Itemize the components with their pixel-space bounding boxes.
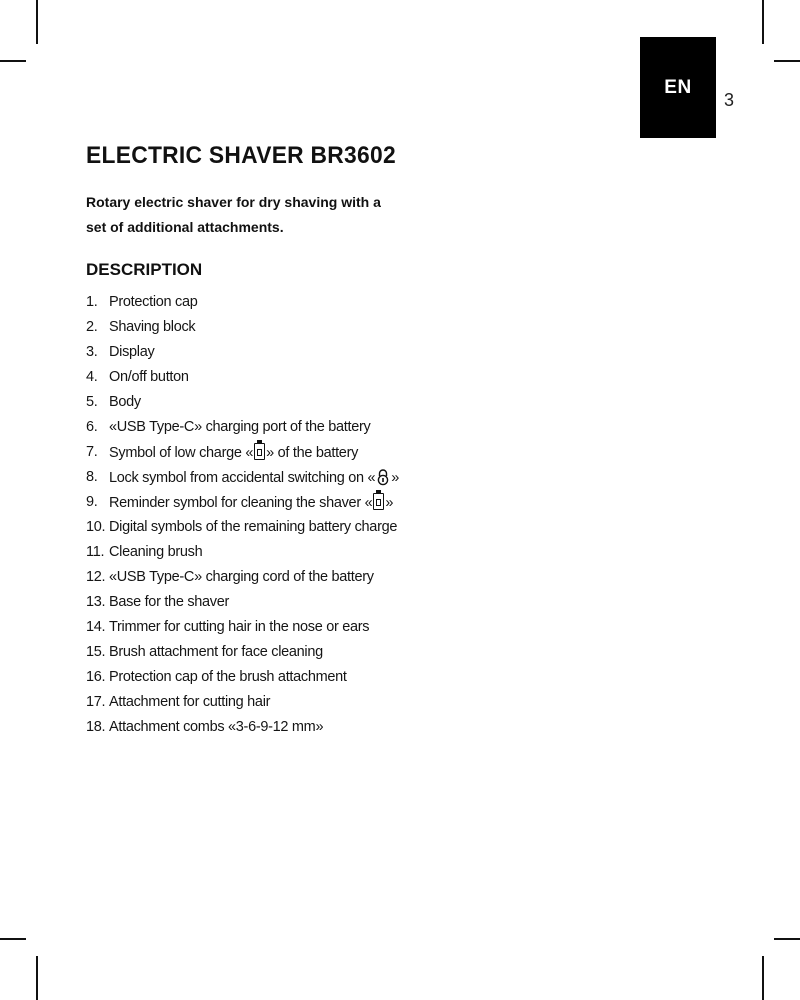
list-item-text-main: Protection cap of the brush attachment [109,668,347,685]
list-item-text-main: Display [109,343,155,360]
document-body [86,142,466,739]
list-item-text-main: Reminder symbol for cleaning the shaver « [109,494,373,511]
list-item-number: 13. [86,593,106,610]
list-item [86,389,466,414]
crop-mark [0,938,26,940]
crop-mark [774,938,800,940]
list-item-text [109,669,347,685]
list-item-number: 17. [86,693,106,710]
crop-mark [762,0,764,44]
list-item-text [109,569,374,585]
list-item-number: 18. [86,718,106,735]
list-item [86,339,466,364]
list-item-number: 10. [86,518,106,535]
list-item [86,439,466,464]
list-item-text [109,493,393,511]
list-item-number: 14. [86,618,106,635]
list-item-number: 3. [86,343,98,360]
list-item-text-main: Trimmer for cutting hair in the nose or ears [109,618,370,635]
list-item [86,464,466,489]
list-item-text-main: Cleaning brush [109,543,203,560]
list-item [86,314,466,339]
list-item-number: 7. [86,443,98,460]
list-item-text [109,319,195,335]
list-item-text-main: «USB Type-C» charging port of the battery [109,418,371,435]
list-item [86,289,466,314]
list-item-number: 15. [86,643,106,660]
list-item-number: 8. [86,468,98,485]
list-item-number: 6. [86,418,98,435]
list-item-text-main: Symbol of low charge « [109,444,254,461]
list-item-number: 5. [86,393,98,410]
list-item [86,514,466,539]
crop-mark [0,60,26,62]
list-item-text [109,544,202,560]
list-item-text [109,394,141,410]
list-item [86,414,466,439]
section-title: DESCRIPTION [86,260,203,279]
list-item [86,664,466,689]
list-item [86,689,466,714]
list-item-number: 2. [86,318,98,335]
list-item-text [109,468,399,486]
list-item [86,489,466,514]
list-item-text-suffix: » of the battery [266,444,359,461]
list-item-number: 16. [86,668,106,685]
crop-mark [762,956,764,1000]
list-item-number: 4. [86,368,98,385]
list-item [86,614,466,639]
list-item-text [109,369,189,385]
list-item-text-main: Body [109,393,141,410]
list-item-text-main: Digital symbols of the remaining battery charge [109,518,398,535]
list-item-text-main: Protection cap [109,293,198,310]
lock-icon [376,468,390,486]
list-item-text [109,644,323,660]
list-item-text [109,443,358,461]
list-item [86,714,466,739]
list-item-text-suffix: » [385,494,394,511]
list-item-text [109,594,229,610]
list-item-text-main: Attachment for cutting hair [109,693,271,710]
list-item-text [109,719,323,735]
list-item-text-main: Lock symbol from accidental switching on « [109,469,376,486]
crop-mark [774,60,800,62]
battery-icon [373,493,384,510]
list-item-text-main: Attachment combs «3-6-9-12 mm» [109,718,324,735]
list-item-text [109,694,270,710]
list-item-number: 9. [86,493,98,510]
list-item-text-main: «USB Type-C» charging cord of the battery [109,568,374,585]
language-tab-label: EN [664,76,692,98]
list-item-number: 11. [86,543,105,560]
list-item-text-suffix: » [391,469,400,486]
list-item-text [109,344,154,360]
list-item-text [109,619,369,635]
list-item [86,564,466,589]
language-tab [640,37,716,138]
parts-list [86,289,466,739]
list-item [86,589,466,614]
list-item [86,639,466,664]
document-title: ELECTRIC SHAVER BR3602 [86,142,396,169]
list-item-text [109,294,198,310]
crop-mark [36,0,38,44]
list-item-text-main: On/off button [109,368,189,385]
page-number: 3 [724,90,735,110]
list-item-text-main: Base for the shaver [109,593,230,610]
battery-icon [254,443,265,460]
list-item-text-main: Shaving block [109,318,196,335]
list-item-text [109,519,397,535]
list-item [86,364,466,389]
list-item [86,539,466,564]
crop-mark [36,956,38,1000]
list-item-number: 12. [86,568,106,585]
intro-paragraph: Rotary electric shaver for dry shaving with a set of additional attachments. [86,194,381,235]
list-item-number: 1. [86,293,98,310]
list-item-text-main: Brush attachment for face cleaning [109,643,323,660]
list-item-text [109,419,370,435]
